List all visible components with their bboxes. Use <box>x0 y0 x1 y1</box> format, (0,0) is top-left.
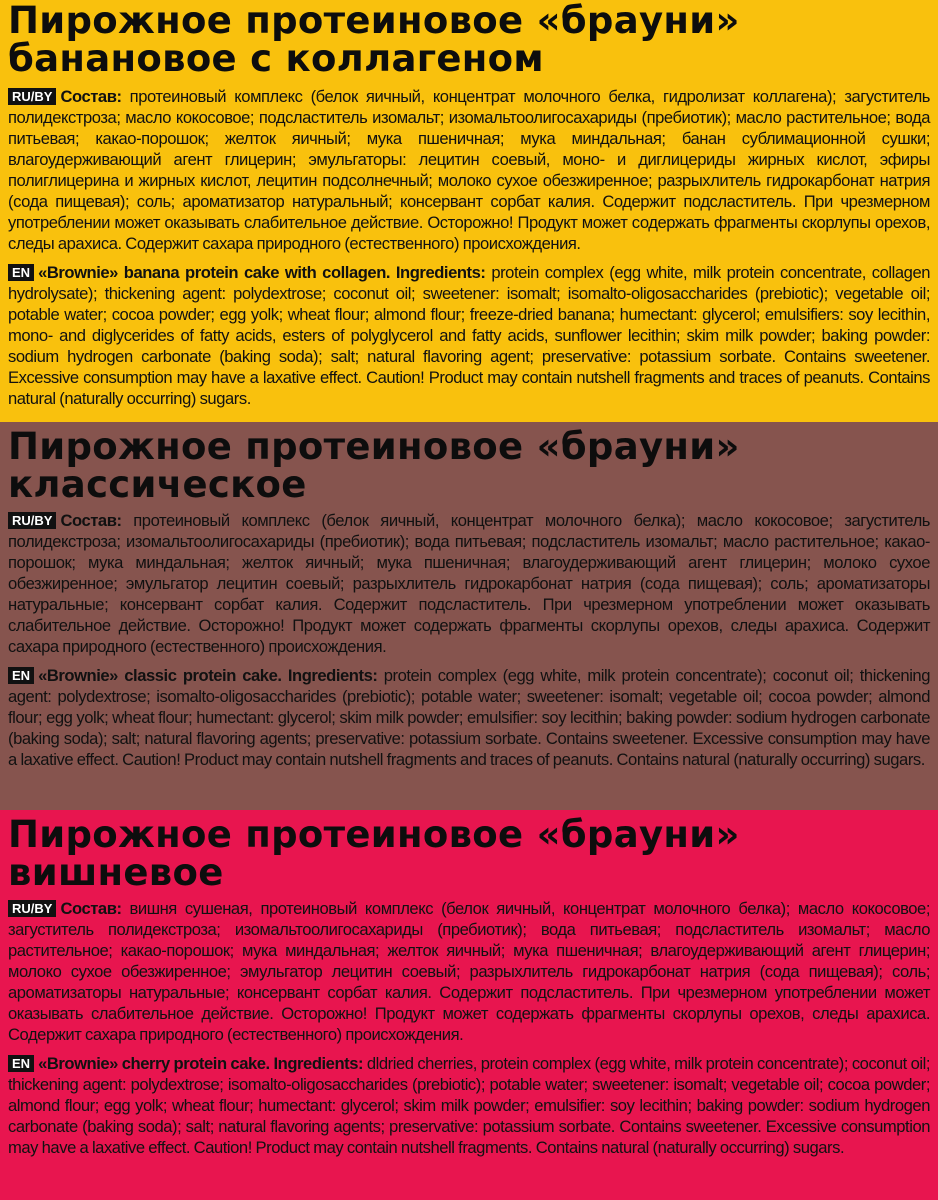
ru-lead: Состав: <box>60 87 122 106</box>
en-badge: EN <box>8 667 34 684</box>
section-cherry <box>0 810 938 1200</box>
title-line-2: вишневое <box>8 851 224 894</box>
title-line-2: банановое с коллагеном <box>8 37 544 80</box>
en-lead: «Brownie» banana protein cake with collagen. Ingredients: <box>38 263 486 282</box>
title-line-1: Пирожное протеиновое «брауни» <box>8 425 740 468</box>
en-lead: «Brownie» classic protein cake. Ingredients: <box>38 666 378 685</box>
ru-text: вишня сушеная, протеиновый комплекс (белок яичный, концентрат молочного белка); масло кокосовое; загуститель полидекстроза; изомальтоолигосахариды (пребиотик); вода питьевая; подсластитель изомальт; масло растительное; какао-порошок; мука миндальная; желток яичный; мука пшеничная; влагоудерживающий агент глицерин; молоко сухое обезжиренное; эмульгатор лецитин соевый; разрыхлитель гидрокарбонат натрия (сода пищевая); соль; ароматизаторы натуральные; консервант сорбат калия. Содержит подсластитель. При чрезмерном употреблении может оказывать слабительное действие. Осторожно! Продукт может содержать фрагменты скорлупы орехов, следы арахиса. Содержит сахара природного (естественного) происхождения. <box>8 899 930 1044</box>
ru-by-badge: RU/BY <box>8 900 56 917</box>
ru-ingredients <box>8 86 930 254</box>
en-text: protein complex (egg white, milk protein concentrate, collagen hydrolysate); thickening agent: polydextrose; coconut oil; sweetener: isomalt; isomalto-oligosaccharides (prebiotic); vegetable oil; potable water; cocoa powder; egg yolk; wheat flour; almond flour; freeze-dried banana; humectant: glycerol; emulsifiers: soy lecithin, mono- and diglycerides of fatty acids, esters of polyglycerol and fatty acids, sunflower lecithin; skim milk powder; baking powder: sodium hydrogen carbonate (baking soda); salt; natural flavoring agent; preservative: potassium sorbate. Contains sweetener. Excessive consumption may have a laxative effect. Caution! Product may contain nutshell fragments and traces of peanuts. Contains natural (naturally occurring) sugars. <box>8 263 931 408</box>
ru-text: протеиновый комплекс (белок яичный, концентрат молочного белка); масло кокосовое; загуститель полидекстроза; изомальтоолигосахариды (пребиотик); вода питьевая; подсластитель изомальт; масло растительное; какао-порошок; мука миндальная; желток яичный; мука пшеничная; влагоудерживающий агент глицерин; молоко сухое обезжиренное; эмульгатор лецитин соевый; разрыхлитель гидрокарбонат натрия (сода пищевая); соль; ароматизаторы натуральные; консервант сорбат калия. Содержит подсластитель. При чрезмерном употреблении может оказывать слабительное действие. Осторожно! Продукт может содержать фрагменты скорлупы орехов, следы арахиса. Содержит сахара природного (естественного) происхождения. <box>8 511 930 656</box>
en-text: protein complex (egg white, milk protein concentrate); coconut oil; thickening agent: polydextrose; isomalto-oligosaccharides (prebiotic); potable water; sweetener: isomalt; vegetable oil; cocoa powder; almond flour; egg yolk; wheat flour; humectant: glycerol; skim milk powder; emulsifier: soy lecithin; baking powder: sodium hydrogen carbonate (baking soda); salt; natural flavoring agents; preservative: potassium sorbate. Contains sweetener. Excessive consumption may have a laxative effect. Caution! Product may contain nutshell fragments and traces of peanuts. Contains natural (naturally occurring) sugars. <box>8 666 930 769</box>
ru-ingredients <box>8 510 930 657</box>
section-title <box>8 810 930 892</box>
en-text: dldried cherries, protein complex (egg white, milk protein concentrate); coconut oil; thickening agent: polydextrose; isomalto-oligosaccharides (prebiotic); potable water; sweetener: isomalt; vegetable oil; cocoa powder; almond flour; egg yolk; wheat flour; humectant: glycerol; skim milk powder; emulsifier: soy lecithin; baking powder: sodium hydrogen carbonate (baking soda); salt; natural flavoring agents; preservative: potassium sorbate. Contains sweetener. Excessive consumption may have a laxative effect. Caution! Product may contain nutshell fragments. Contains natural (naturally occurring) sugars. <box>8 1054 930 1157</box>
ru-lead: Состав: <box>60 899 122 918</box>
en-badge: EN <box>8 1055 34 1072</box>
ru-ingredients <box>8 898 930 1045</box>
ru-lead: Состав: <box>60 511 122 530</box>
section-classic <box>0 422 938 810</box>
ru-by-badge: RU/BY <box>8 512 56 529</box>
title-line-2: классическое <box>8 463 307 506</box>
en-ingredients <box>8 1053 930 1158</box>
title-line-1: Пирожное протеиновое «брауни» <box>8 813 740 856</box>
en-badge: EN <box>8 264 34 281</box>
en-ingredients <box>8 262 930 409</box>
ru-text: протеиновый комплекс (белок яичный, концентрат молочного белка, гидролизат коллагена); загуститель полидекстроза; масло кокосовое; подсластитель изомальт; изомальтоолигосахариды (пребиотик); масло растительное; вода питьевая; какао-порошок; желток яичный; мука пшеничная; мука миндальная; банан сублимационной сушки; влагоудерживающий агент глицерин; эмульгаторы: лецитин соевый, моно- и диглицериды жирных кислот, эфиры полиглицерина и жирных кислот, лецитин подсолнечный; молоко сухое обезжиренное; разрыхлитель гидрокарбонат натрия (сода пищевая); соль; ароматизатор натуральный; консервант сорбат калия. Содержит подсластитель. При чрезмерном употреблении может оказывать слабительное действие. Осторожно! Продукт может содержать фрагменты скорлупы орехов, следы арахиса. Содержит сахара природного (естественного) происхождения. <box>8 87 930 253</box>
ru-by-badge: RU/BY <box>8 88 56 105</box>
title-line-1: Пирожное протеиновое «брауни» <box>8 0 740 42</box>
en-lead: «Brownie» cherry protein cake. Ingredients: <box>38 1054 364 1073</box>
section-title <box>8 0 930 78</box>
section-banana <box>0 0 938 422</box>
en-ingredients <box>8 665 930 770</box>
section-title <box>8 422 930 504</box>
